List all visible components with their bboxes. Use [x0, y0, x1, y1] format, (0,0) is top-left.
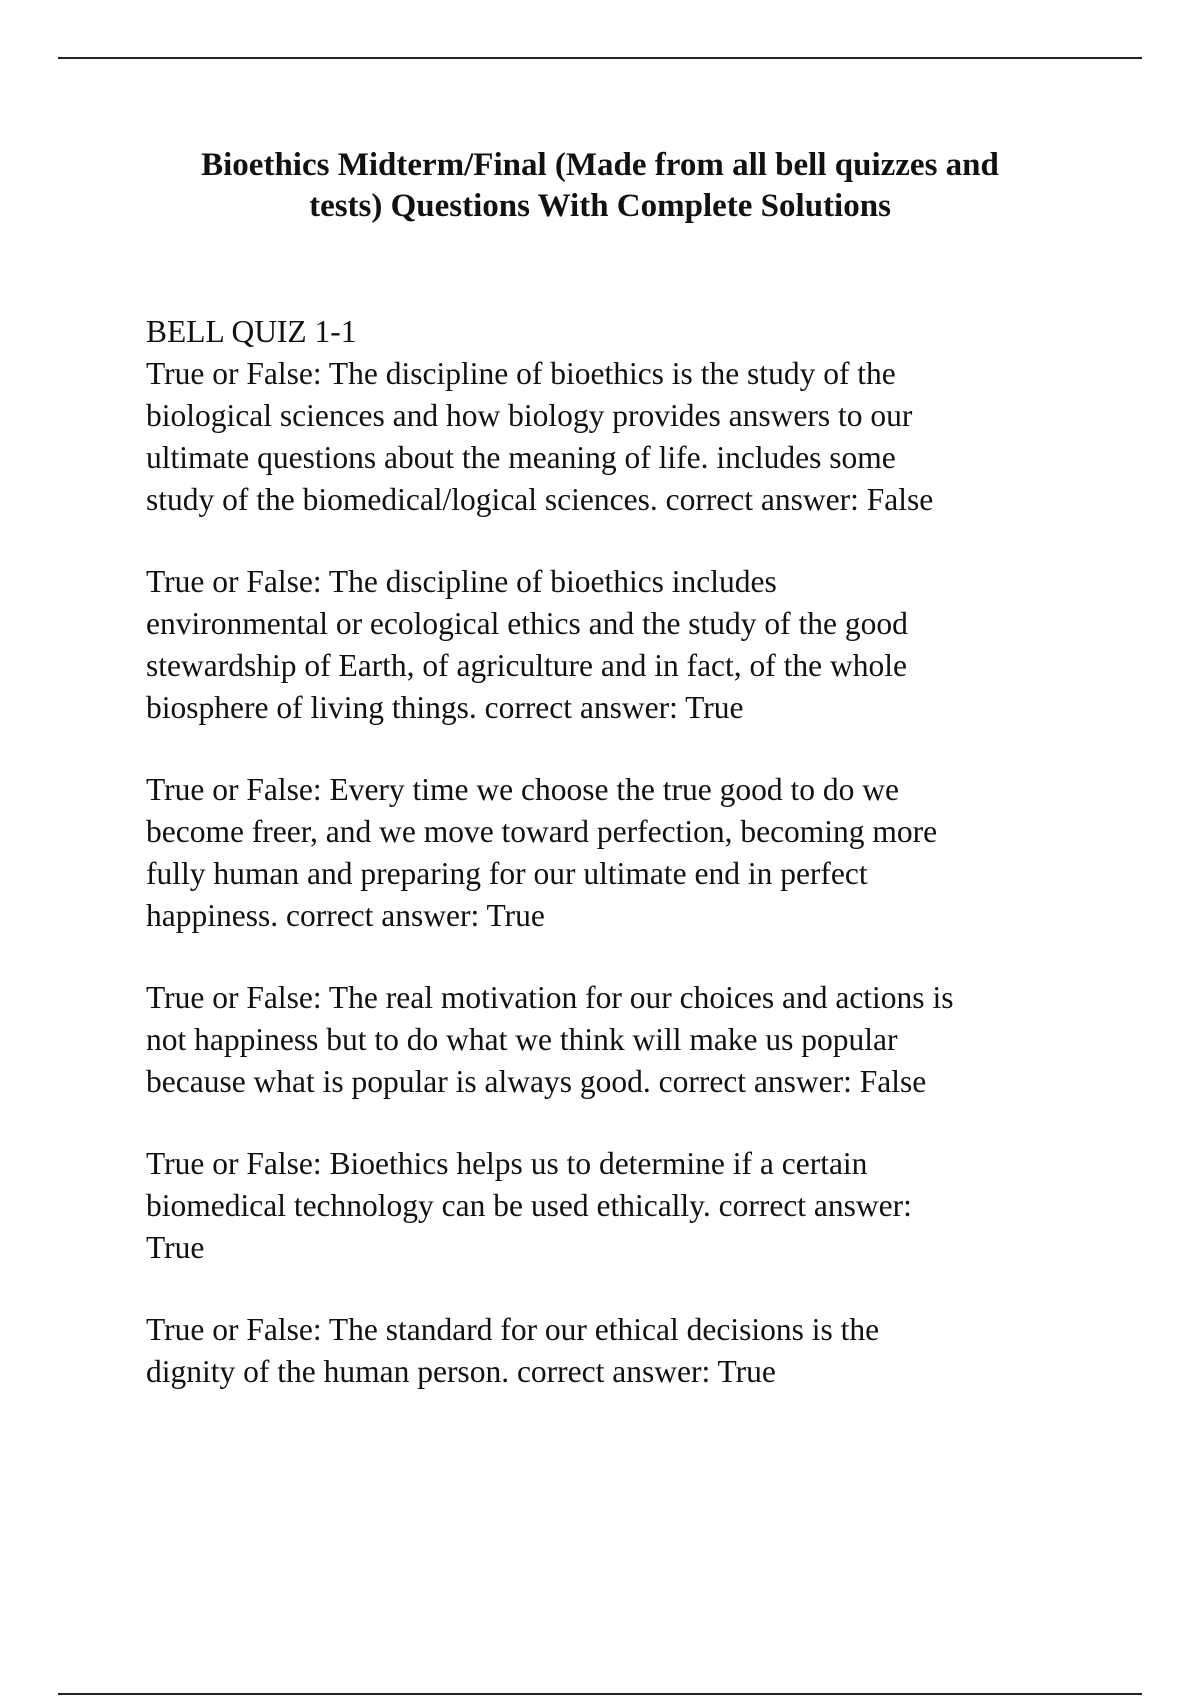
question-line: ultimate questions about the meaning of life. includes some [146, 440, 896, 475]
document-title [120, 145, 1080, 227]
question-line: biosphere of living things. correct answer: True [146, 690, 744, 725]
question-line: True or False: Every time we choose the true good to do we [146, 772, 899, 807]
question-line: fully human and preparing for our ultimate end in perfect [146, 856, 868, 891]
question-6 [146, 1309, 1106, 1393]
header-rule [58, 57, 1142, 59]
question-line: dignity of the human person. correct answer: True [146, 1354, 776, 1389]
question-1 [146, 353, 1106, 521]
question-line: True or False: The real motivation for our choices and actions is [146, 980, 954, 1015]
question-line: not happiness but to do what we think will make us popular [146, 1022, 898, 1057]
question-line: True or False: The standard for our ethical decisions is the [146, 1312, 880, 1347]
question-line: True or False: The discipline of bioethics includes [146, 564, 777, 599]
question-3 [146, 769, 1106, 937]
question-line: become freer, and we move toward perfection, becoming more [146, 814, 938, 849]
question-2 [146, 561, 1106, 729]
question-line: study of the biomedical/logical sciences. correct answer: False [146, 482, 934, 517]
question-line: True or False: The discipline of bioethics is the study of the [146, 356, 896, 391]
question-line: stewardship of Earth, of agriculture and in fact, of the whole [146, 648, 907, 683]
question-line: biomedical technology can be used ethically. correct answer: [146, 1188, 912, 1223]
question-line: biological sciences and how biology provides answers to our [146, 398, 913, 433]
question-line: environmental or ecological ethics and the study of the good [146, 606, 908, 641]
question-4 [146, 977, 1106, 1103]
document-title-line: tests) Questions With Complete Solutions [309, 188, 891, 224]
footer-rule [58, 1693, 1142, 1695]
section-heading: BELL QUIZ 1-1 [146, 314, 357, 349]
question-line: True [146, 1230, 205, 1265]
question-line: because what is popular is always good. correct answer: False [146, 1064, 927, 1099]
document-body [146, 311, 1106, 1433]
question-line: True or False: Bioethics helps us to determine if a certain [146, 1146, 868, 1181]
document-title-line: Bioethics Midterm/Final (Made from all bell quizzes and [201, 147, 999, 183]
question-line: happiness. correct answer: True [146, 898, 545, 933]
question-5 [146, 1143, 1106, 1269]
